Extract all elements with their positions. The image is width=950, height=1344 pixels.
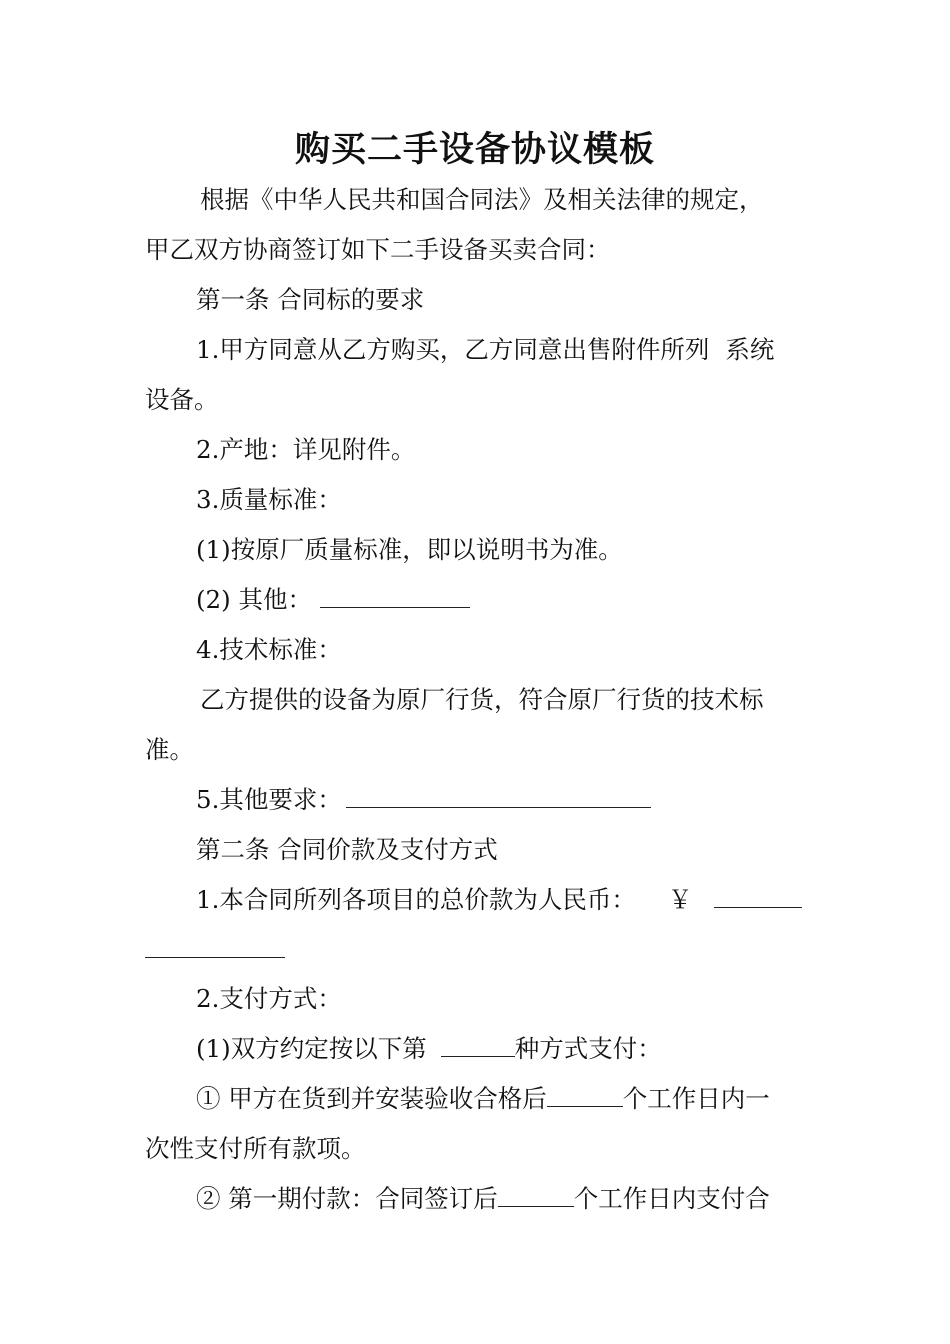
paragraph-line: 设备。	[145, 385, 219, 414]
paragraph-line: 次性支付所有款项。	[145, 1134, 366, 1163]
paragraph-line: 2.产地：详见附件。	[196, 435, 416, 464]
clause-text: (1)双方约定按以下第	[196, 1034, 427, 1063]
paragraph-line: 乙方提供的设备为原厂行货，符合原厂行货的技术标	[200, 685, 764, 714]
paragraph-line: 准。	[145, 735, 194, 764]
clause-text: 1.甲方同意从乙方购买，乙方同意出售附件所列	[196, 335, 710, 364]
fill-in-blank[interactable]	[145, 957, 285, 958]
clause-text: (2) 其他：	[196, 585, 312, 614]
clause-text: 个工作日内一	[622, 1084, 770, 1113]
clause-text: ② 第一期付款：合同签订后	[196, 1184, 498, 1213]
paragraph-line	[196, 1032, 662, 1066]
paragraph-line	[196, 783, 651, 817]
clause-text: 系统	[725, 335, 775, 364]
currency-symbol: ￥	[667, 885, 693, 914]
document-title: 购买二手设备协议模板	[294, 129, 655, 170]
fill-in-blank[interactable]	[320, 583, 470, 608]
clause-text: 种方式支付：	[514, 1034, 662, 1063]
article-heading: 第一条 合同标的要求	[196, 285, 425, 314]
paragraph-line: 3.质量标准：	[196, 485, 342, 514]
fill-in-blank[interactable]	[441, 1032, 515, 1057]
paragraph-line	[196, 333, 774, 367]
clause-text: ① 甲方在货到并安装验收合格后	[196, 1084, 547, 1113]
paragraph-line	[196, 1182, 770, 1216]
fill-in-blank[interactable]	[547, 1082, 623, 1107]
paragraph-line: 甲乙双方协商签订如下二手设备买卖合同：	[145, 235, 611, 264]
article-heading: 第二条 合同价款及支付方式	[196, 835, 498, 864]
paragraph-line: 根据《中华人民共和国合同法》及相关法律的规定，	[200, 185, 764, 214]
paragraph-line: 4.技术标准：	[196, 635, 342, 664]
fill-in-blank[interactable]	[346, 783, 651, 808]
clause-text: 5.其他要求：	[196, 785, 342, 814]
clause-text: 1.本合同所列各项目的总价款为人民币：	[196, 885, 636, 914]
clause-text: 个工作日内支付合	[573, 1184, 770, 1213]
fill-in-blank[interactable]	[498, 1182, 574, 1207]
paragraph-line	[196, 583, 470, 617]
fill-in-blank[interactable]	[714, 883, 802, 908]
paragraph-line: (1)按原厂质量标准，即以说明书为准。	[196, 535, 623, 564]
paragraph-line	[196, 883, 802, 917]
paragraph-line	[196, 1082, 770, 1116]
paragraph-line: 2.支付方式：	[196, 984, 342, 1013]
